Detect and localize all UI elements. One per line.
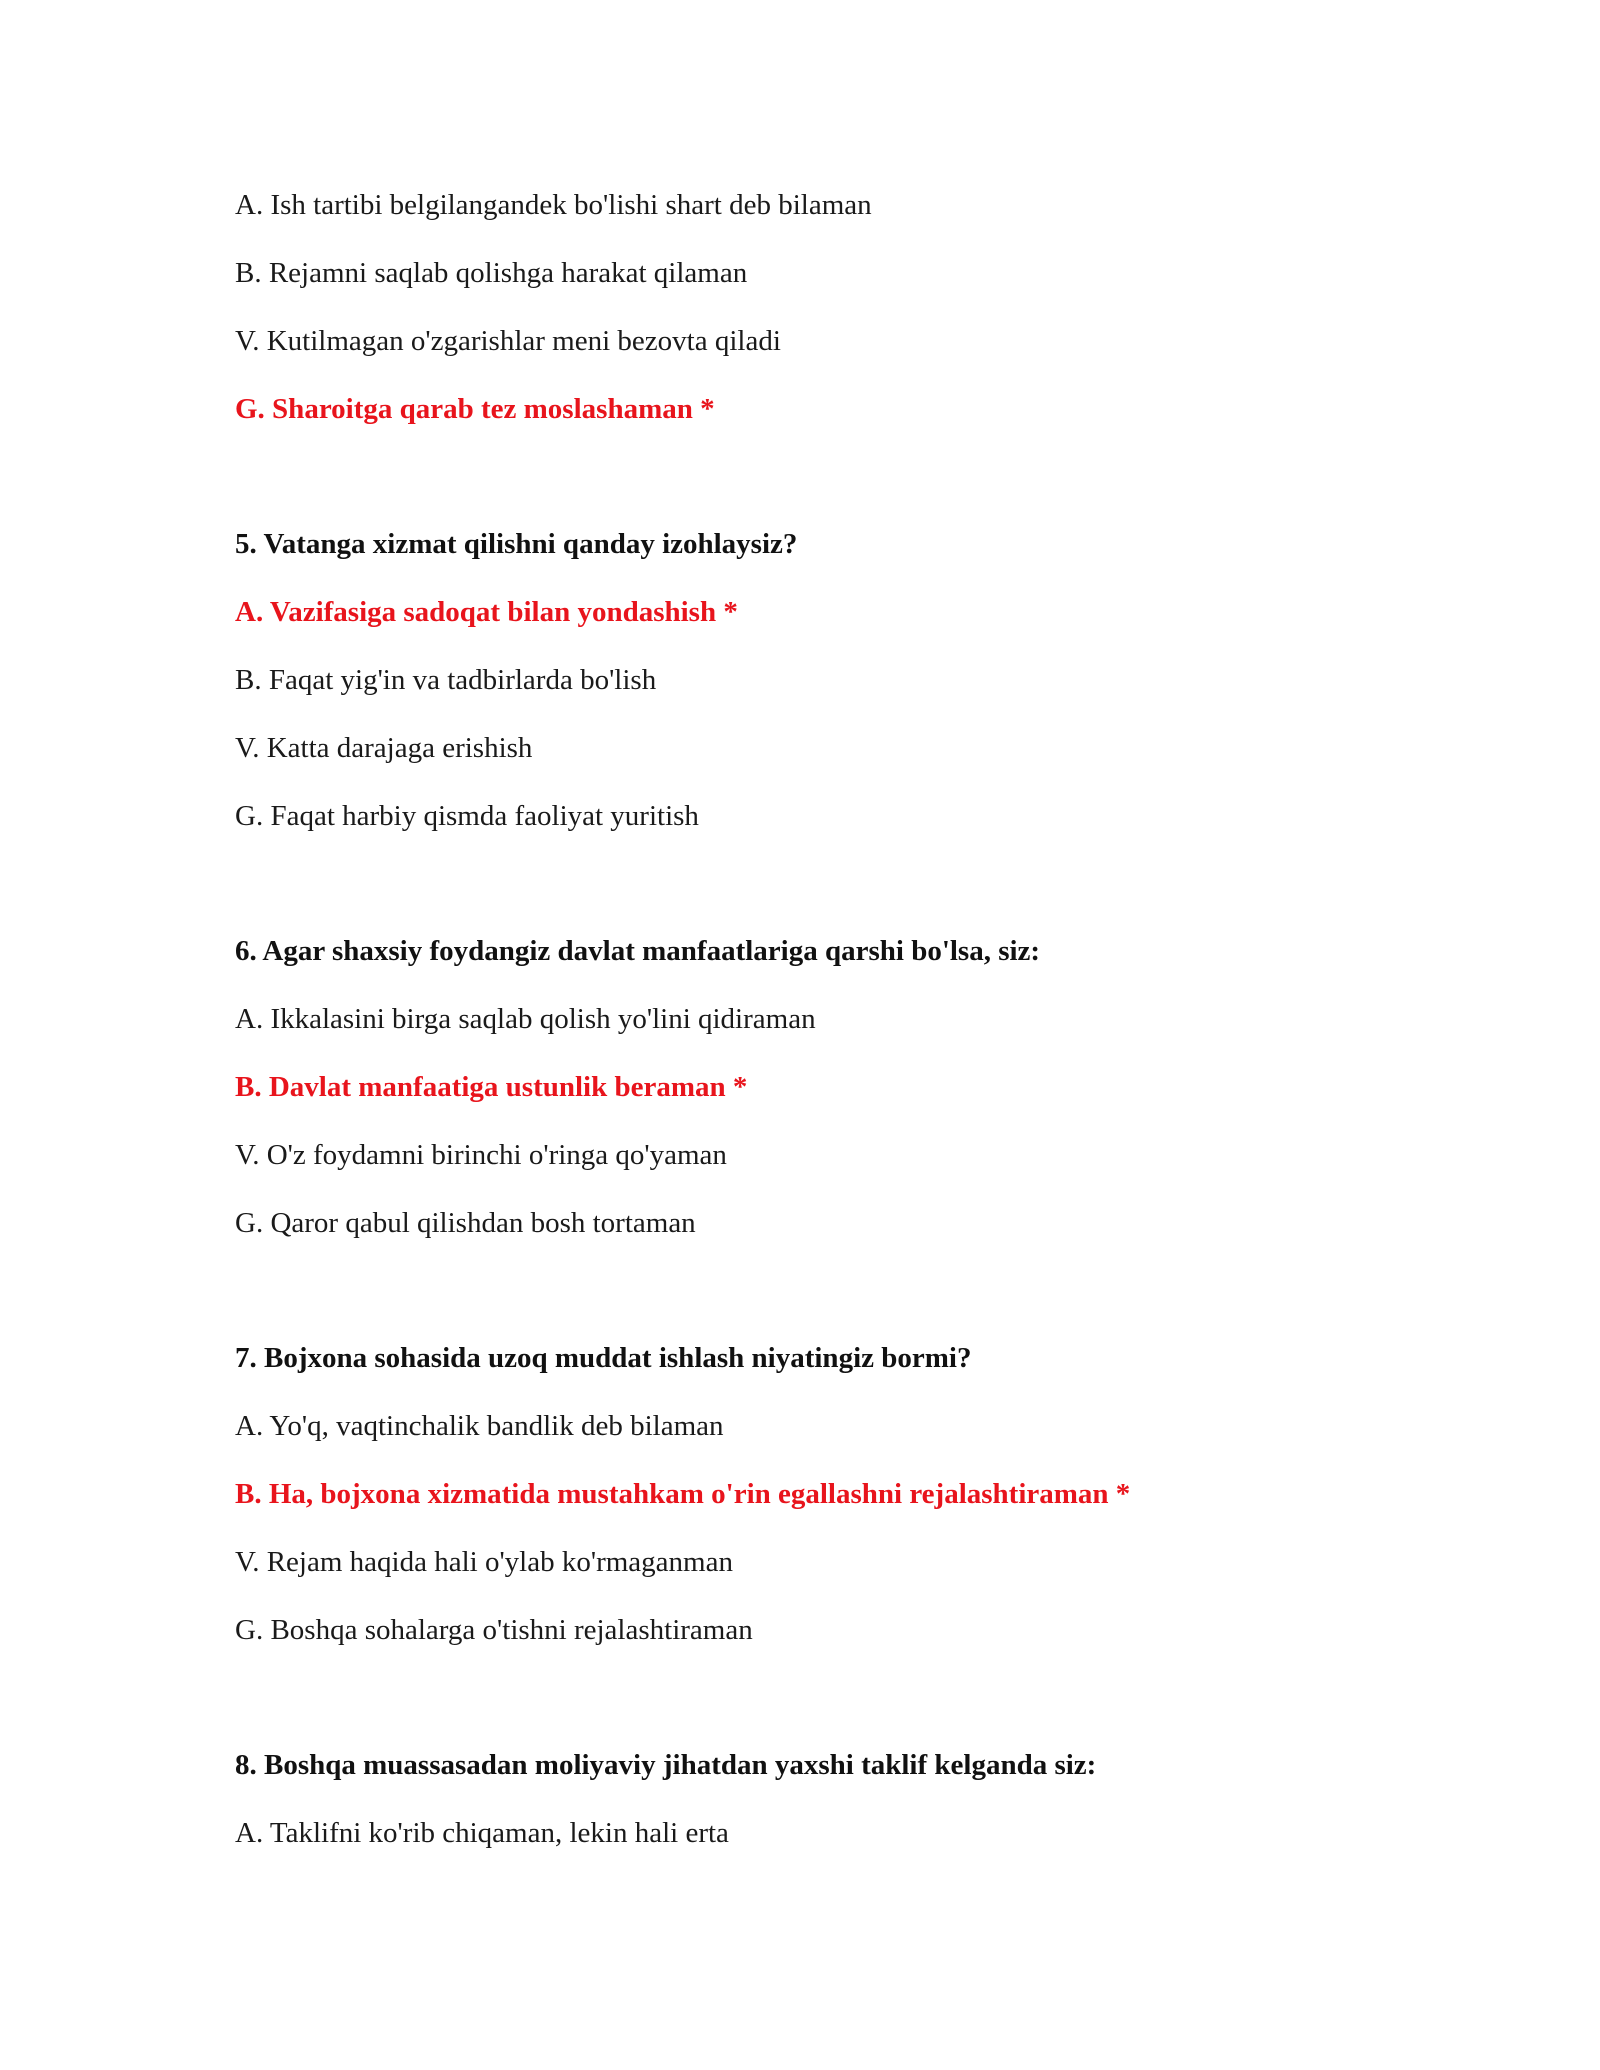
- answer-option-correct: B. Davlat manfaatiga ustunlik beraman *: [235, 1071, 748, 1103]
- answer-option: G. Faqat harbiy qismda faoliyat yuritish: [235, 800, 699, 832]
- question-block: [235, 1745, 1435, 1853]
- answer-option: B. Faqat yig'in va tadbirlarda bo'lish: [235, 664, 657, 696]
- answer-option: V. Katta darajaga erishish: [235, 732, 533, 764]
- answer-option: B. Rejamni saqlab qolishga harakat qilaman: [235, 257, 748, 289]
- answer-option: A. Taklifni ko'rib chiqaman, lekin hali erta: [235, 1817, 729, 1849]
- question-block: [235, 185, 1435, 429]
- quiz-content: [235, 185, 1435, 1881]
- answer-option: V. O'z foydamni birinchi o'ringa qo'yaman: [235, 1139, 727, 1171]
- answer-option: V. Rejam haqida hali o'ylab ko'rmaganman: [235, 1546, 733, 1578]
- answer-option-correct: G. Sharoitga qarab tez moslashaman *: [235, 393, 715, 425]
- answer-option: A. Yo'q, vaqtinchalik bandlik deb bilaman: [235, 1410, 724, 1442]
- answer-option: V. Kutilmagan o'zgarishlar meni bezovta qiladi: [235, 325, 781, 357]
- answer-option: A. Ish tartibi belgilangandek bo'lishi shart deb bilaman: [235, 189, 872, 221]
- question-text: 5. Vatanga xizmat qilishni qanday izohlaysiz?: [235, 528, 798, 560]
- answer-option-correct: A. Vazifasiga sadoqat bilan yondashish *: [235, 596, 738, 628]
- block-spacer: [235, 1271, 1435, 1338]
- answer-option-correct: B. Ha, bojxona xizmatida mustahkam o'rin egallashni rejalashtiraman *: [235, 1478, 1131, 1510]
- block-spacer: [235, 1678, 1435, 1745]
- question-text: 8. Boshqa muassasadan moliyaviy jihatdan yaxshi taklif kelganda siz:: [235, 1749, 1097, 1781]
- answer-option: G. Qaror qabul qilishdan bosh tortaman: [235, 1207, 696, 1239]
- block-spacer: [235, 864, 1435, 931]
- question-block: [235, 1338, 1435, 1650]
- question-text: 6. Agar shaxsiy foydangiz davlat manfaatlariga qarshi bo'lsa, siz:: [235, 935, 1041, 967]
- answer-option: G. Boshqa sohalarga o'tishni rejalashtiraman: [235, 1614, 753, 1646]
- question-block: [235, 931, 1435, 1243]
- question-text: 7. Bojxona sohasida uzoq muddat ishlash niyatingiz bormi?: [235, 1342, 972, 1374]
- block-spacer: [235, 457, 1435, 524]
- answer-option: A. Ikkalasini birga saqlab qolish yo'lini qidiraman: [235, 1003, 816, 1035]
- question-block: [235, 524, 1435, 836]
